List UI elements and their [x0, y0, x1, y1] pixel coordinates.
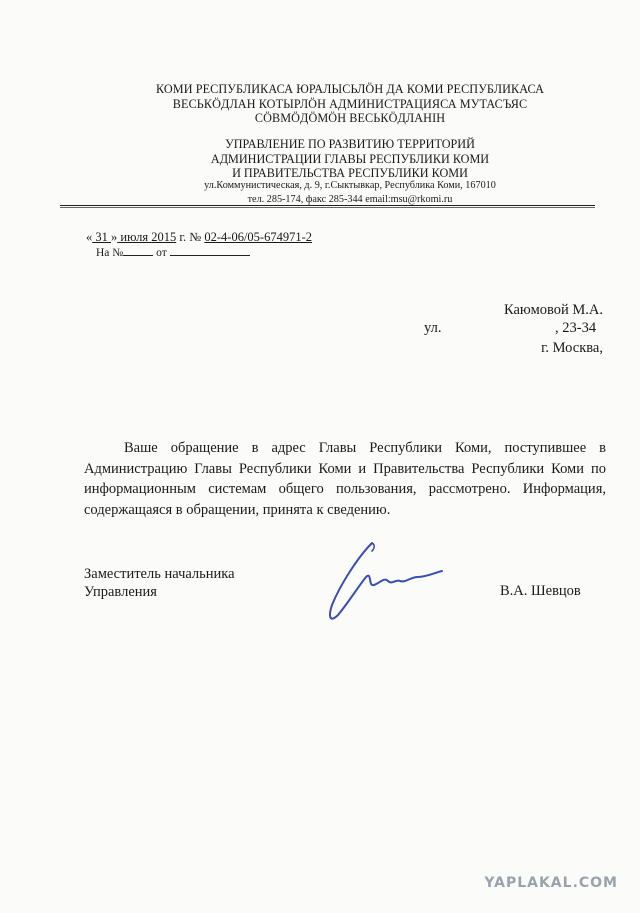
ref-year: 2015	[151, 230, 177, 244]
signatory-title	[84, 565, 235, 601]
letterhead-line-3: СӦВМӦДӦМӦН ВЕСЬКӦДЛАНІН	[254, 111, 446, 125]
letterhead-contacts	[150, 179, 550, 207]
letterhead-komi	[120, 82, 580, 126]
header-divider	[60, 205, 595, 206]
letterhead-line-1: КОМИ РЕСПУБЛИКАСА ЮРАЛЫСЬЛӦН ДА КОМИ РЕСПУБЛИКАСА	[155, 82, 545, 96]
ref-close-quote: »	[111, 230, 118, 244]
incoming-reference	[96, 245, 250, 259]
phone-email: тел. 285-174, факс 285-344 email:msu@rkomi.ru	[247, 194, 453, 205]
letterhead-russian	[150, 137, 550, 181]
letterhead-line-2: ВЕСЬКӦДЛАН КОТЫРЛӦН АДМИНИСТРАЦИЯСА МУТАСЪЯС	[172, 96, 528, 111]
outgoing-reference	[86, 230, 312, 245]
org-line-1: УПРАВЛЕНИЕ ПО РАЗВИТИЮ ТЕРРИТОРИЙ	[225, 137, 475, 151]
addressee-house: , 23-34	[555, 320, 597, 336]
header-divider-thin	[60, 207, 595, 208]
org-line-3: И ПРАВИТЕЛЬСТВА РЕСПУБЛИКИ КОМИ	[232, 166, 468, 180]
addressee-street: ул.	[424, 320, 442, 336]
postal-address: ул.Коммунистическая, д. 9, г.Сыктывкар, Республика Коми, 167010	[204, 180, 496, 191]
reply-number-label: На №	[96, 247, 124, 259]
ref-number: 02-4-06/05-674971-2	[204, 230, 312, 244]
signatory-name: В.А. Шевцов	[500, 583, 581, 599]
signatory-title-line-1: Заместитель начальника	[84, 566, 235, 582]
letter-body: Ваше обращение в адрес Главы Республики Коми, поступившее в Администрацию Главы Республики Коми и Правительства Республики Коми по информационным системам общего пользования, рассмотрено. Информация, содержащаяся в обращении, принята к сведению.	[84, 440, 606, 518]
signatory-title-line-2: Управления	[84, 584, 157, 600]
ref-day: 31	[92, 230, 111, 244]
addressee-city: г. Москва,	[541, 340, 603, 356]
ref-year-suffix: г. №	[176, 230, 205, 244]
reply-from-label: от	[156, 247, 167, 259]
site-watermark: YAPLAKAL.COM	[484, 875, 618, 891]
reply-date-blank	[170, 245, 250, 256]
addressee-name: Каюмовой М.А.	[504, 302, 603, 318]
org-line-2: АДМИНИСТРАЦИИ ГЛАВЫ РЕСПУБЛИКИ КОМИ	[210, 151, 490, 166]
handwritten-signature	[310, 535, 460, 625]
reply-number-blank	[123, 245, 153, 256]
ref-month: июля	[117, 230, 152, 244]
ref-open-quote: «	[86, 230, 93, 244]
